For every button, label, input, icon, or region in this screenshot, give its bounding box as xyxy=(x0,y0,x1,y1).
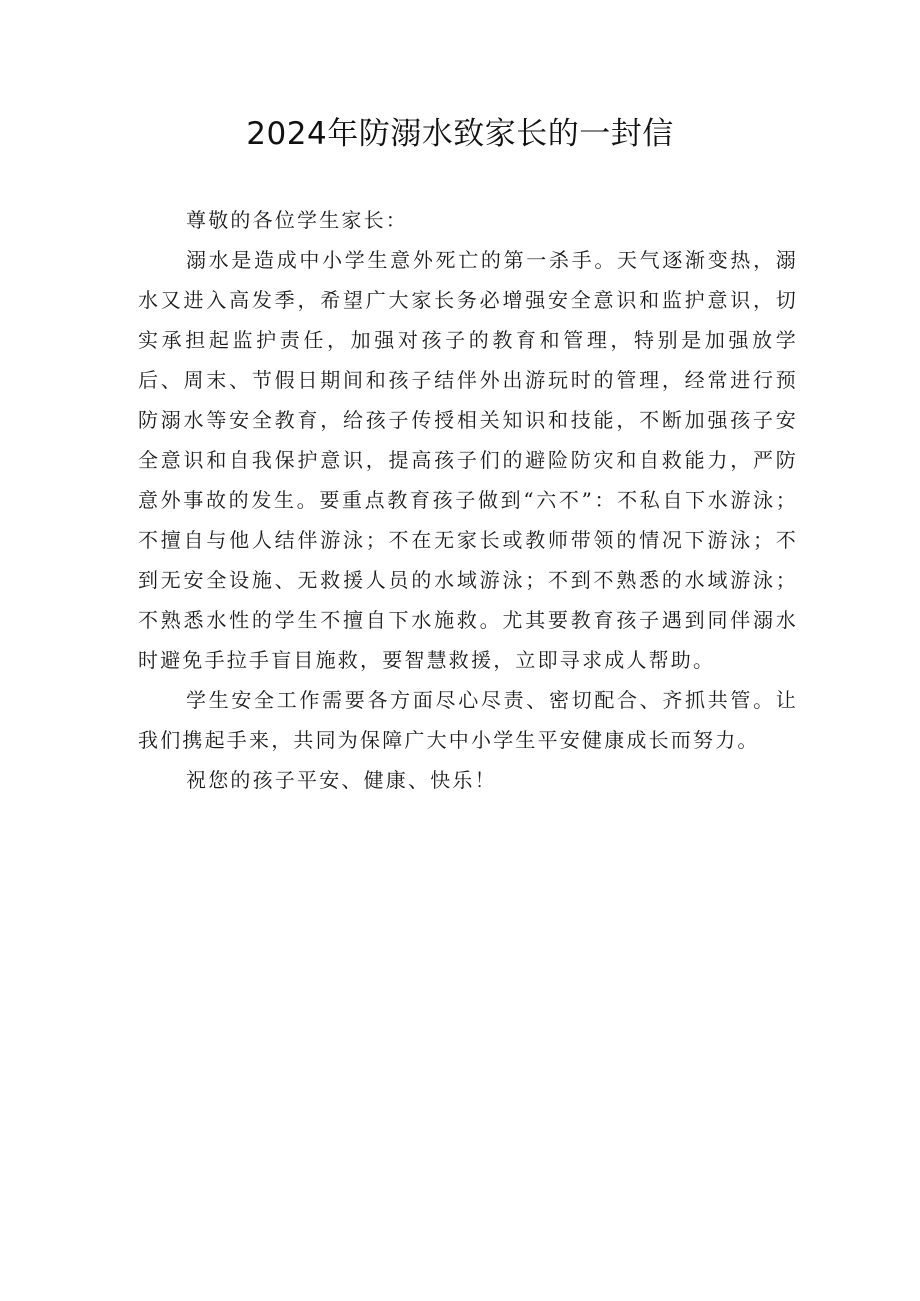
paragraph-main: 溺水是造成中小学生意外死亡的第一杀手。天气逐渐变热，溺水又进入高发季，希望广大家长务必增强安全意识和监护意识，切实承担起监护责任，加强对孩子的教育和管理，特别是加强放学后、周末、节假日期间和孩子结伴外出游玩时的管理，经常进行预防溺水等安全教育，给孩子传授相关知识和技能，不断加强孩子安全意识和自我保护意识，提高孩子们的避险防灾和自救能力，严防意外事故的发生。要重点教育孩子做到“六不”：不私自下水游泳；不擅自与他人结伴游泳；不在无家长或教师带领的情况下游泳；不到无安全设施、无救援人员的水域游泳；不到不熟悉的水域游泳；不熟悉水性的学生不擅自下水施救。尤其要教育孩子遇到同伴溺水时避免手拉手盲目施救，要智慧救援，立即寻求成人帮助。 xyxy=(138,248,798,672)
closing-wish: 祝您的孩子平安、健康、快乐！ xyxy=(186,768,497,792)
document-title: 2024年防溺水致家长的一封信 xyxy=(246,116,674,152)
letter-body xyxy=(138,200,798,800)
paragraph-call-to-action: 学生安全工作需要各方面尽心尽责、密切配合、齐抓共管。让我们携起手来，共同为保障广大中小学生平安健康成长而努力。 xyxy=(138,688,798,752)
salutation: 尊敬的各位学生家长： xyxy=(186,208,408,232)
